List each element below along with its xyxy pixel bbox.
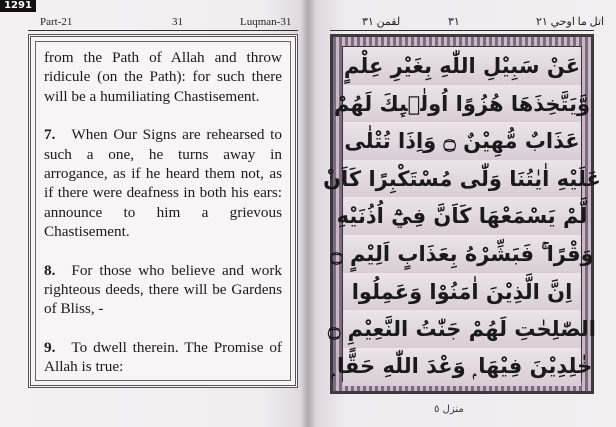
arabic-line: خٰلِدِيْنَ فِيْهَا ۭ وَعْدَ اللّٰهِ حَقًّا ۭ [343,348,581,386]
verse-continuation [44,48,282,106]
left-header-rule [28,30,298,31]
arabic-line: عَنْ سَبِيْلِ اللّٰهِ بِغَيْرِ عِلْمٍ [343,47,581,86]
left-header-surah: Luqman-31 [240,16,292,28]
arabic-line: الصّٰلِحٰتِ لَهُمْ جَنّٰتُ النَّعِيْمِ ۝ [343,310,581,349]
arabic-line: وَّيَتَّخِذَهَا هُزُوًا اُولٰۗىِٕكَ لَهُمْ [343,85,581,124]
left-header-part: Part-21 [40,16,73,28]
right-header-surah: لقمن ٣١ [362,16,401,28]
book-gutter [300,0,316,427]
left-header-page: 31 [172,16,183,28]
verse-7 [44,125,282,241]
arabic-line: وَقْرًا ۚ فَبَشِّرْهُ بِعَذَابٍ اَلِيْمٍ ۝ [343,235,581,274]
arabic-line: اِنَّ الَّذِيْنَ اٰمَنُوْا وَعَمِلُوا [343,273,581,312]
verse-9 [44,338,282,377]
verse-text: from the Path of Allah and throw ridicule (on the Path): for such there will be a humiliating Chastisement. [44,49,282,105]
arabic-frame [323,34,601,394]
manzil-marker: منزل ٥ [434,404,464,415]
verse-8 [44,261,282,319]
verse-number: 8. [44,261,56,279]
verse-text: For those who believe and work righteous deeds, there will be Gardens of Bliss, - [44,261,282,318]
verse-number: 9. [44,338,56,356]
verse-text: When Our Signs are rehearsed to such a one, he turns away in arrogance, as if he heard them not, as if there were deafness in both his ears: announce to him a grievous Chastisement. [44,126,282,241]
arabic-line: لَّمْ يَسْمَعْهَا كَاَنَّ فِيْٓ اُذُنَيْهِ [343,197,581,236]
arabic-line: عَلَيْهِ اٰيٰتُنَا وَلّٰى مُسْتَكْبِرًا كَاَنْ [343,160,581,199]
arabic-inner [323,46,601,382]
verse-number: 7. [44,126,56,144]
arabic-line: عَذَابٌ مُّهِيْنٌ ۝ وَاِذَا تُتْلٰى [343,122,581,161]
right-header-juz: اتل ما اوحي ٢١ [536,16,605,28]
translation-frame [28,34,298,388]
page-badge: 1291 [0,0,36,12]
verse-text: To dwell therein. The Promise of Allah is true: [44,338,282,376]
translation-inner [35,41,291,381]
right-header-page: ٣١ [448,16,460,28]
right-header-rule [330,30,594,31]
